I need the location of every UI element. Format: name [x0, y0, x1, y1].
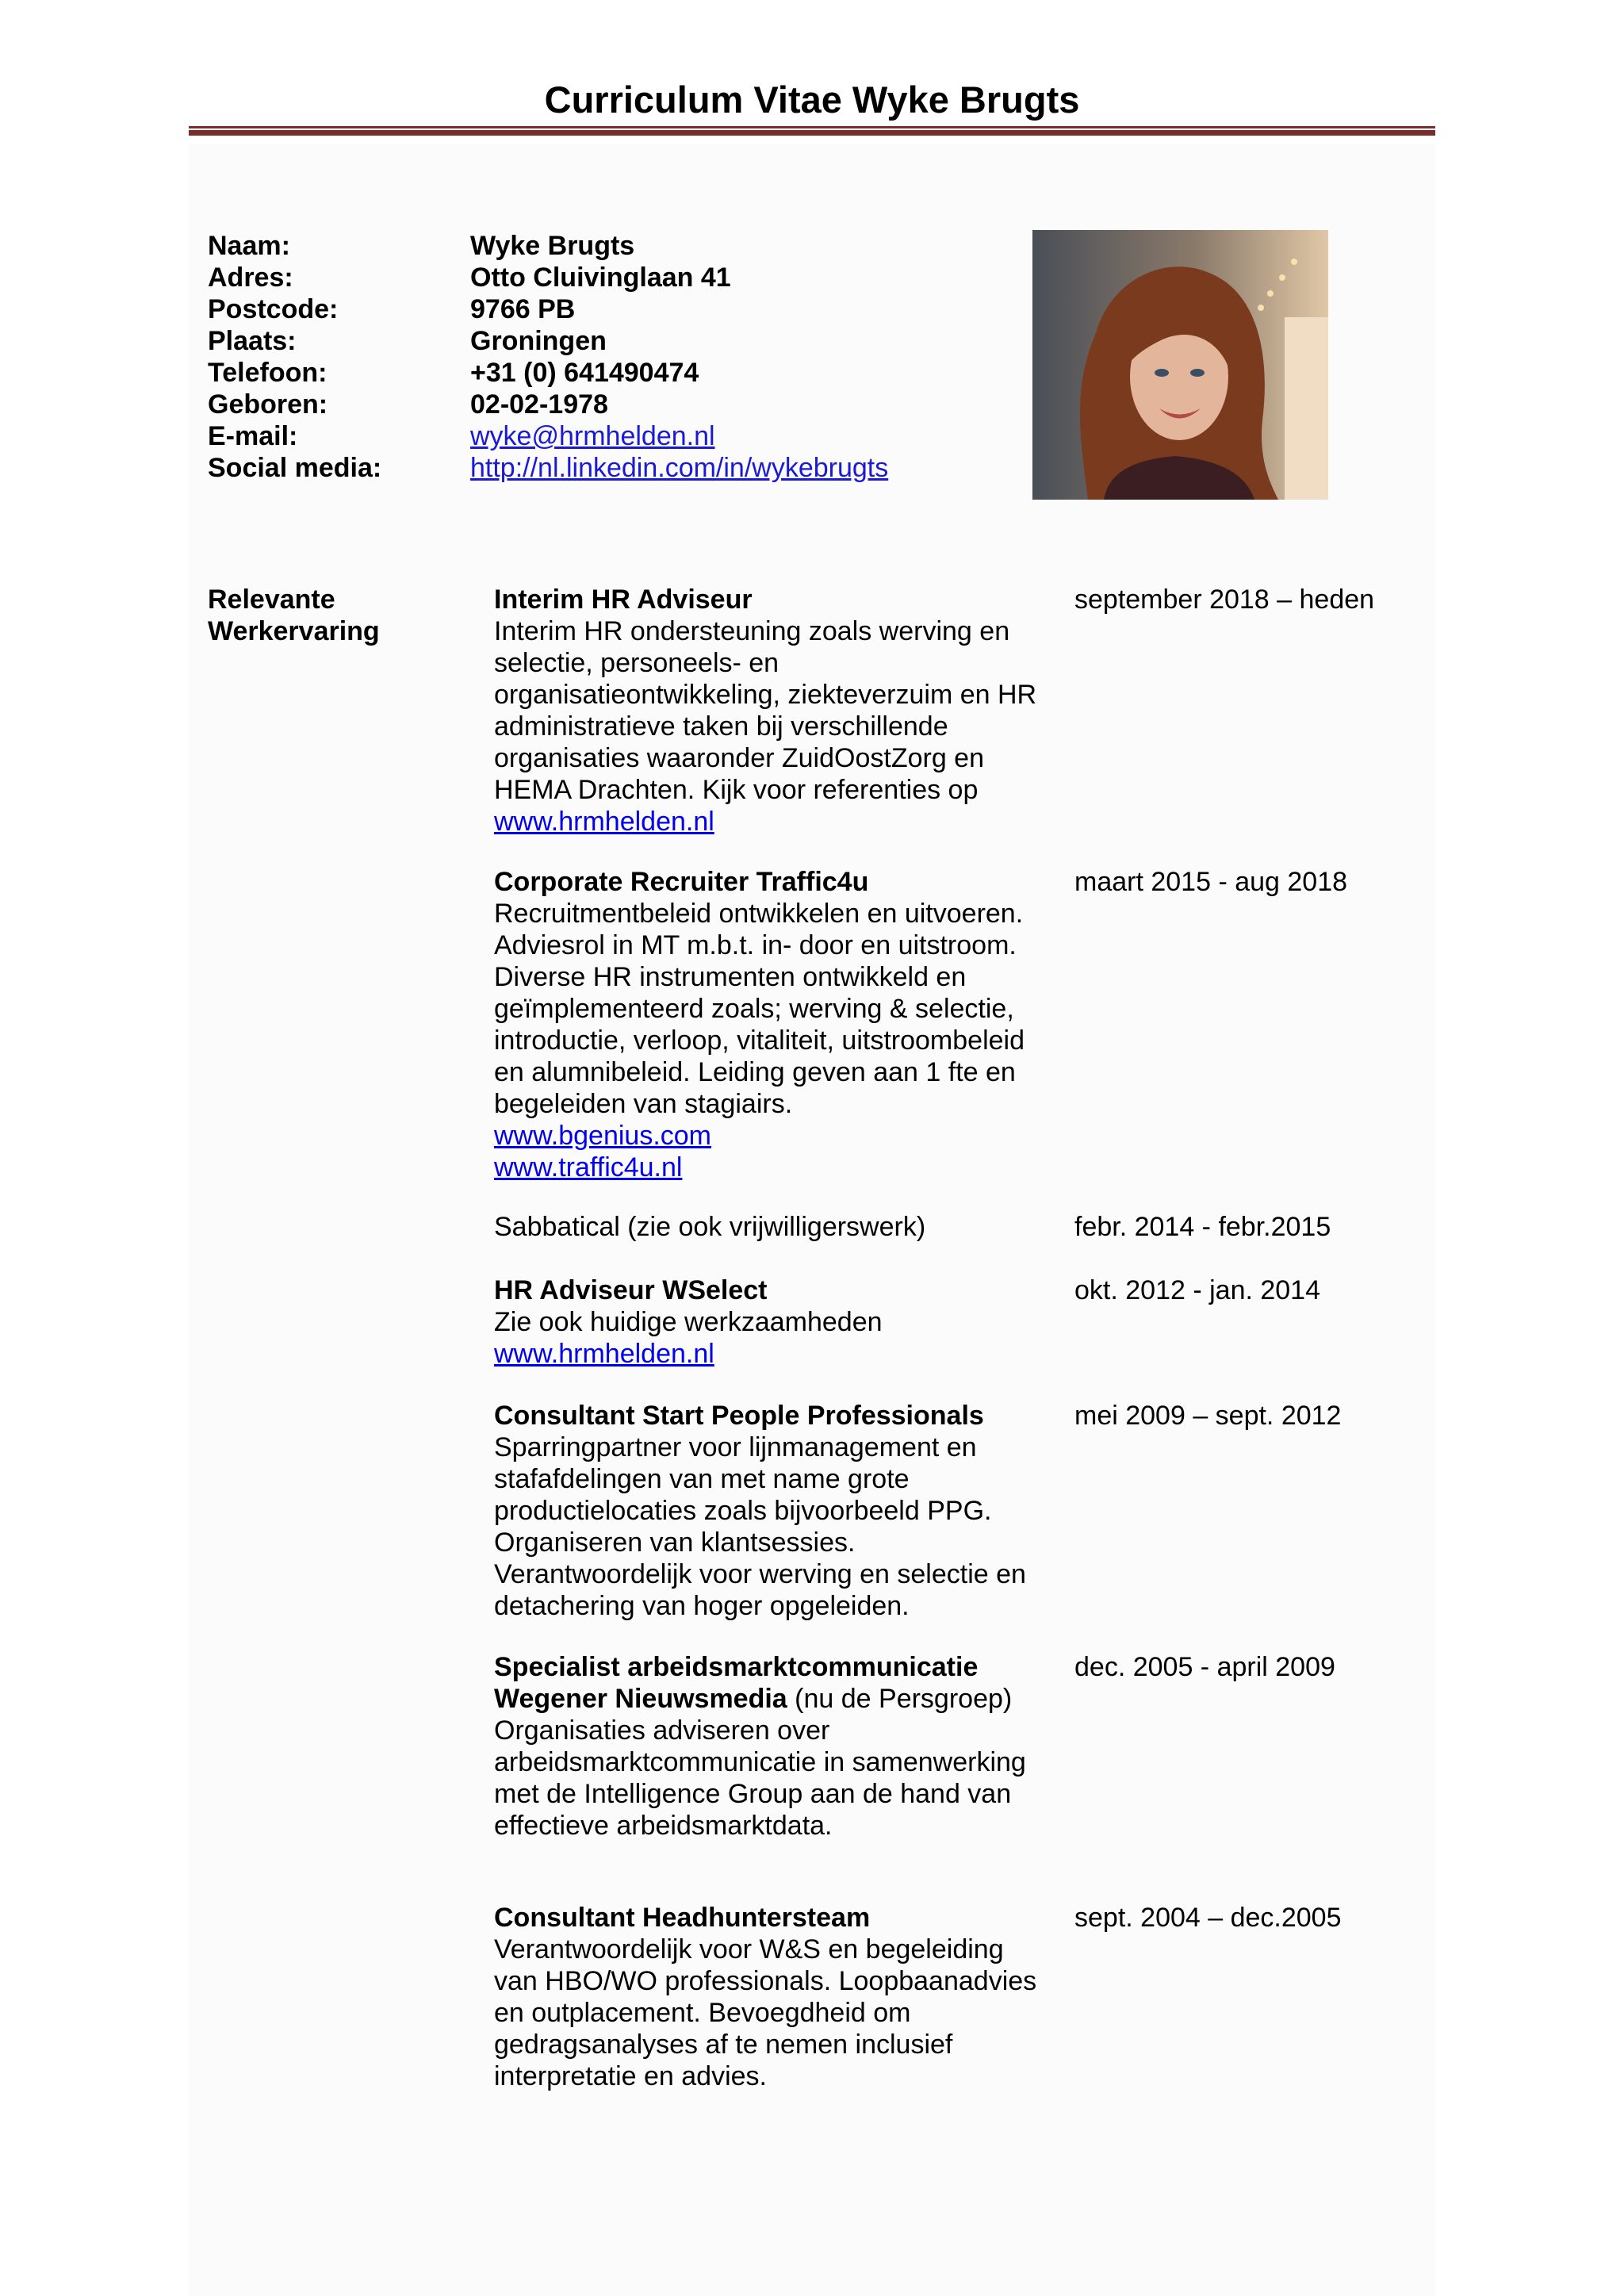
label-naam: Naam: — [208, 231, 290, 261]
personal-labels — [208, 230, 381, 484]
experience-title: Corporate Recruiter Traffic4u — [494, 867, 869, 897]
experience-date: sept. 2004 – dec.2005 — [1074, 1903, 1342, 1933]
experience-link[interactable]: www.hrmhelden.nl — [494, 807, 714, 837]
experience-description: Interim HR ondersteuning zoals werving en selectie, personeels- en organisatieontwikkeling, ziekteverzuim en HR administratieve taken bij verschillende organisaties waaronder ZuidOostZorg en HEMA Drachten. Kijk voor referenties op — [494, 616, 1037, 805]
experience-date: okt. 2012 - jan. 2014 — [1074, 1275, 1321, 1305]
label-plaats: Plaats: — [208, 326, 297, 356]
experience-description: Organisaties adviseren over arbeidsmarktcommunicatie in samenwerking met de Intelligence Group aan de hand van effectieve arbeidsmarktdata. — [494, 1715, 1026, 1841]
experience-description: Zie ook huidige werkzaamheden — [494, 1307, 883, 1337]
experience-description: Sparringpartner voor lijnmanagement en stafafdelingen van met name grote productielocaties zoals bijvoorbeeld PPG. Organiseren van klantsessies. Verantwoordelijk voor werving en selectie en detachering van hoger opgeleiden. — [494, 1432, 1026, 1621]
section-label-line2: Werkervaring — [208, 616, 380, 646]
linkedin-link[interactable]: http://nl.linkedin.com/in/wykebrugts — [470, 453, 889, 483]
experience-date: september 2018 – heden — [1074, 585, 1375, 615]
experience-description: Verantwoordelijk voor W&S en begeleiding van HBO/WO professionals. Loopbaanadvies en outplacement. Bevoegdheid om gedragsanalyses af te nemen inclusief interpretatie en advies. — [494, 1934, 1037, 2091]
section-label-werkervaring — [208, 584, 380, 647]
experience-link[interactable]: www.hrmhelden.nl — [494, 1339, 714, 1369]
experience-title: HR Adviseur WSelect — [494, 1275, 768, 1305]
section-label-line1: Relevante — [208, 585, 335, 615]
label-postcode: Postcode: — [208, 294, 339, 324]
title-rule-thick — [189, 130, 1435, 136]
label-geboren: Geboren: — [208, 389, 328, 420]
document-title: Curriculum Vitae Wyke Brugts — [544, 79, 1080, 121]
title-rule — [189, 126, 1435, 128]
experience-item — [494, 1651, 1049, 1842]
experience-item — [494, 584, 1049, 838]
experience-item — [494, 1211, 1049, 1243]
personal-values — [470, 230, 888, 484]
value-address: Otto Cluivinglaan 41 — [470, 263, 731, 293]
value-birthdate: 02-02-1978 — [470, 389, 608, 420]
label-email: E-mail: — [208, 421, 298, 451]
experience-title: Specialist arbeidsmarktcommunicatie Wegener Nieuwsmedia — [494, 1652, 979, 1714]
value-phone: +31 (0) 641490474 — [470, 358, 699, 388]
experience-link[interactable]: www.traffic4u.nl — [494, 1152, 683, 1182]
experience-date: dec. 2005 - april 2009 — [1074, 1652, 1335, 1682]
profile-photo — [1032, 230, 1328, 500]
experience-description: Recruitmentbeleid ontwikkelen en uitvoeren. Adviesrol in MT m.b.t. in- door en uitstroom. Diverse HR instrumenten ontwikkeld en geïmplementeerd zoals; werving & selectie, introductie, verloop, vitaliteit, uitstroombeleid en alumnibeleid. Leiding geven aan 1 fte en begeleiden van stagiairs. — [494, 899, 1025, 1119]
experience-item — [494, 1902, 1049, 2092]
label-adres: Adres: — [208, 263, 293, 293]
experience-title: Interim HR Adviseur — [494, 585, 753, 615]
experience-date: mei 2009 – sept. 2012 — [1074, 1401, 1342, 1431]
value-postcode: 9766 PB — [470, 294, 576, 324]
experience-link[interactable]: www.bgenius.com — [494, 1121, 712, 1151]
experience-plain-text: Sabbatical (zie ook vrijwilligerswerk) — [494, 1212, 926, 1242]
experience-item — [494, 1400, 1049, 1622]
experience-title: Consultant Start People Professionals — [494, 1401, 984, 1431]
value-city: Groningen — [470, 326, 607, 356]
label-telefoon: Telefoon: — [208, 358, 327, 388]
email-link[interactable]: wyke@hrmhelden.nl — [470, 421, 715, 451]
experience-title: Consultant Headhuntersteam — [494, 1903, 871, 1933]
experience-date: febr. 2014 - febr.2015 — [1074, 1212, 1331, 1242]
experience-title-suffix: (nu de Persgroep) — [787, 1684, 1013, 1714]
label-social: Social media: — [208, 453, 382, 483]
experience-item — [494, 866, 1049, 1183]
experience-date: maart 2015 - aug 2018 — [1074, 867, 1348, 897]
experience-item — [494, 1274, 1049, 1370]
value-name: Wyke Brugts — [470, 231, 635, 261]
